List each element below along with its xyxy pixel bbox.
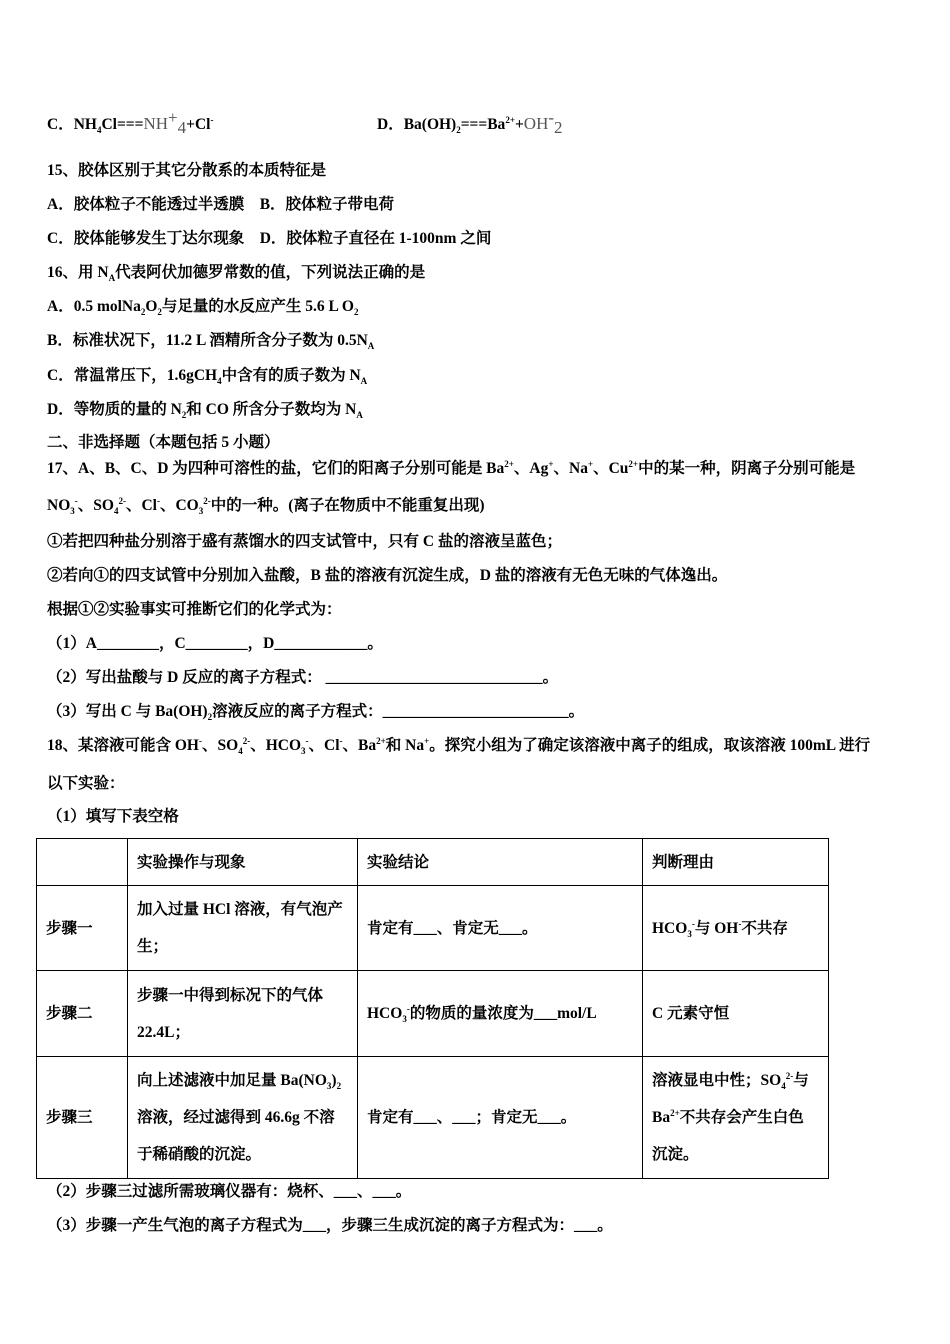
text-segment: + xyxy=(587,458,594,469)
table-row xyxy=(37,886,829,971)
text-segment: C 元素守恒 xyxy=(652,1005,730,1022)
text-line xyxy=(47,400,363,420)
table-cell xyxy=(37,1057,128,1179)
text-segment: 中的某一种，阴离子分别可能是 xyxy=(638,460,856,477)
text-segment: - xyxy=(74,495,78,506)
text-segment: 。探究小组为了确定该溶液中离子的组成，取该溶液 100mL 进行 xyxy=(429,737,871,754)
text-segment: HCO xyxy=(367,1005,403,1022)
text-segment: 3 xyxy=(402,1014,407,1025)
text-segment: +Cl xyxy=(186,116,211,133)
text-segment: A xyxy=(367,341,375,352)
text-segment: 3 xyxy=(198,506,204,517)
text-segment: 、Cu xyxy=(593,460,629,477)
text-segment: 和 Na xyxy=(385,737,425,754)
text-segment: （2）步骤三过滤所需玻璃仪器有：烧杯、___、___。 xyxy=(47,1183,412,1200)
text-segment: （1）填写下表空格 xyxy=(47,808,179,825)
text-segment: - xyxy=(210,114,214,125)
text-segment: 2- xyxy=(203,495,211,506)
text-segment: 16、用 N xyxy=(47,264,109,281)
text-segment: 以下实验： xyxy=(47,775,125,792)
text-segment: 不共存 xyxy=(741,919,788,937)
text-segment: （3）写出 C 与 Ba(OH) xyxy=(47,703,208,720)
table-cell xyxy=(358,839,643,886)
text-line xyxy=(47,566,727,586)
text-segment: - xyxy=(339,735,343,746)
table-row xyxy=(37,1057,829,1179)
text-segment: 3 xyxy=(301,746,306,757)
text-line xyxy=(47,668,558,688)
text-segment: 2 xyxy=(157,307,162,318)
text-segment: C．常温常压下，1.6gCH xyxy=(47,367,218,384)
text-line xyxy=(47,600,342,620)
text-line xyxy=(47,263,425,283)
text-line xyxy=(47,807,179,827)
table-cell xyxy=(358,1057,643,1179)
experiment-table xyxy=(36,838,829,1179)
text-segment: - xyxy=(406,1003,410,1014)
text-segment: 2+ xyxy=(628,458,639,469)
text-segment: ===Ba xyxy=(460,116,506,133)
text-segment: 3 xyxy=(687,928,692,939)
text-line xyxy=(47,496,485,516)
text-segment: + xyxy=(168,107,178,127)
text-line xyxy=(47,161,326,181)
text-line xyxy=(47,1216,613,1236)
text-segment: 2- xyxy=(118,495,126,506)
text-segment: A．0.5 molNa xyxy=(47,298,141,315)
text-segment: 2+ xyxy=(505,114,515,125)
text-line xyxy=(47,459,855,479)
text-segment: 步骤一 xyxy=(46,919,93,937)
text-segment: D．等物质的量的 N xyxy=(47,401,182,418)
table-cell xyxy=(358,886,643,971)
text-segment: A xyxy=(108,273,116,284)
text-segment: 溶液显电中性；SO xyxy=(652,1072,782,1089)
text-segment: 3 xyxy=(326,1081,332,1092)
text-segment: 、SO xyxy=(77,497,114,514)
text-segment: 2 xyxy=(336,1081,342,1092)
text-segment: 代表阿伏加德罗常数的值，下列说法正确的是 xyxy=(115,264,426,281)
text-segment: 4 xyxy=(217,376,222,387)
text-segment: 4 xyxy=(96,125,102,136)
text-segment: HCO xyxy=(652,919,688,937)
text-segment: 实验结论 xyxy=(367,853,430,871)
text-segment: 4 xyxy=(238,746,243,757)
text-segment: 2 xyxy=(140,307,146,318)
text-segment: - xyxy=(691,918,695,929)
text-segment: - xyxy=(738,918,742,929)
table-cell xyxy=(128,886,358,971)
text-segment: 溶液，经过滤得到 46.6g 不溶于稀硝酸的沉淀。 xyxy=(137,1109,335,1163)
text-segment: A xyxy=(356,410,363,421)
table-cell xyxy=(37,971,128,1057)
table-header-row xyxy=(37,839,829,886)
option-d xyxy=(377,107,563,138)
text-segment: 肯定有___、___；肯定无___。 xyxy=(367,1109,577,1126)
text-segment: B．标准状况下，11.2 L 酒精所含分子数为 0.5N xyxy=(47,332,368,349)
text-segment: 步骤三 xyxy=(46,1109,93,1126)
text-line xyxy=(47,532,562,552)
table-cell xyxy=(128,1057,358,1179)
text-segment: D．Ba(OH) xyxy=(377,116,457,133)
table-cell xyxy=(643,1057,829,1179)
text-segment: 2 xyxy=(207,712,213,723)
text-segment: 2- xyxy=(242,735,251,746)
text-line xyxy=(47,634,383,654)
text-segment: 17、A、B、C、D 为四种可溶性的盐，它们的阳离子分别可能是 Ba xyxy=(47,460,505,477)
text-segment: C．胶体能够发生丁达尔现象 D．胶体粒子直径在 1-100nm 之间 xyxy=(47,230,492,247)
text-line xyxy=(47,331,374,351)
text-segment: ②若向①的四支试管中分别加入盐酸，B 盐的溶液有沉淀生成，D 盐的溶液有无色无味的气体逸出。 xyxy=(47,567,728,584)
text-segment: 2 xyxy=(456,125,461,136)
text-segment: （3）步骤一产生气泡的离子方程式为___，步骤三生成沉淀的离子方程式为：___。 xyxy=(47,1217,613,1234)
table-row xyxy=(37,971,829,1057)
text-segment: 和 CO 所含分子数均为 N xyxy=(186,401,357,418)
text-segment: 18、某溶液可能含 OH xyxy=(47,737,199,754)
text-segment: 中的一种。(离子在物质中不能重复出现) xyxy=(210,497,485,514)
text-segment: 15、胶体区别于其它分散系的本质特征是 xyxy=(47,162,327,179)
text-segment: 、Na xyxy=(553,460,588,477)
text-segment: 2+ xyxy=(504,458,514,469)
text-segment: NH xyxy=(143,114,169,133)
table-cell xyxy=(643,971,829,1057)
text-segment: 4 xyxy=(781,1081,786,1092)
text-segment: （1）A________，C________，D____________。 xyxy=(47,635,383,652)
table-cell xyxy=(128,971,358,1057)
text-segment: - xyxy=(305,735,309,746)
table-cell xyxy=(358,971,643,1057)
table-cell xyxy=(643,886,829,971)
text-segment: 肯定有___、肯定无___。 xyxy=(367,919,538,937)
text-segment: 、Ba xyxy=(342,737,377,754)
text-segment: ①若把四种盐分别溶于盛有蒸馏水的四支试管中，只有 C 盐的溶液呈蓝色； xyxy=(47,533,562,550)
text-segment: + xyxy=(514,116,524,133)
text-segment: 、Cl xyxy=(308,737,340,754)
text-segment: O xyxy=(145,298,158,315)
text-segment: 3 xyxy=(70,506,75,517)
text-segment: - xyxy=(548,107,555,127)
text-segment: 2 xyxy=(353,307,359,318)
text-segment: （2）写出盐酸与 D 反应的离子方程式： ____________________________。 xyxy=(47,669,559,686)
text-segment: 4 xyxy=(177,118,187,138)
text-segment: + xyxy=(424,735,430,746)
text-segment: ) xyxy=(331,1072,337,1089)
text-segment: 2 xyxy=(181,410,187,421)
text-segment: 实验操作与现象 xyxy=(137,853,246,871)
text-segment: NO xyxy=(47,497,71,514)
table-cell xyxy=(37,886,128,971)
text-line xyxy=(47,433,280,453)
text-segment: 的物质的量浓度为___mol/L xyxy=(409,1005,597,1022)
option-c xyxy=(47,107,214,138)
text-segment: 、Cl xyxy=(125,497,157,514)
text-segment: 与 Ba xyxy=(652,1072,809,1126)
text-segment: 判断理由 xyxy=(652,853,715,871)
text-segment: 4 xyxy=(113,506,119,517)
text-segment: 不共存会产生白色沉淀。 xyxy=(652,1109,804,1163)
text-line xyxy=(47,366,367,386)
text-segment: C．NH xyxy=(47,116,97,133)
table-cell xyxy=(37,839,128,886)
text-segment: 根据①②实验事实可推断它们的化学式为： xyxy=(47,601,342,618)
text-line xyxy=(47,702,584,722)
text-segment: 2+ xyxy=(376,735,386,746)
text-segment: 溶液反应的离子方程式：________________________。 xyxy=(212,703,585,720)
text-segment: A xyxy=(360,376,368,387)
table-cell xyxy=(643,839,829,886)
text-segment: 、Ag xyxy=(513,460,549,477)
text-segment: A．胶体粒子不能透过半透膜 B．胶体粒子带电荷 xyxy=(47,196,395,213)
text-segment: 步骤一中得到标况下的气体 22.4L； xyxy=(137,986,324,1041)
text-segment: 向上述滤液中加足量 Ba(NO xyxy=(137,1072,327,1089)
text-segment: 、SO xyxy=(202,737,239,754)
text-segment: 与足量的水反应产生 5.6 L O xyxy=(161,298,354,315)
text-segment: 与 OH xyxy=(694,919,739,937)
text-line xyxy=(47,774,125,794)
text-segment: 2 xyxy=(554,118,563,138)
table-cell xyxy=(128,839,358,886)
text-segment: 、HCO xyxy=(250,737,301,754)
text-segment: OH xyxy=(523,114,549,133)
text-segment: - xyxy=(199,735,202,746)
text-segment: 加入过量 HCl 溶液，有气泡产生； xyxy=(137,901,343,955)
text-segment: 、CO xyxy=(159,497,199,514)
text-line xyxy=(47,195,394,215)
text-segment: 二、非选择题（本题包括 5 小题） xyxy=(47,434,280,451)
text-segment: 2- xyxy=(785,1070,794,1081)
text-segment: + xyxy=(548,458,554,469)
text-segment: 2+ xyxy=(670,1107,680,1118)
text-line xyxy=(47,736,870,756)
text-segment: 步骤二 xyxy=(46,1005,93,1022)
text-segment: - xyxy=(156,495,160,506)
text-line xyxy=(47,1182,411,1202)
text-segment: Cl=== xyxy=(101,116,144,133)
text-line xyxy=(47,297,358,317)
text-line xyxy=(47,229,491,249)
text-segment: 中含有的质子数为 N xyxy=(221,367,361,384)
